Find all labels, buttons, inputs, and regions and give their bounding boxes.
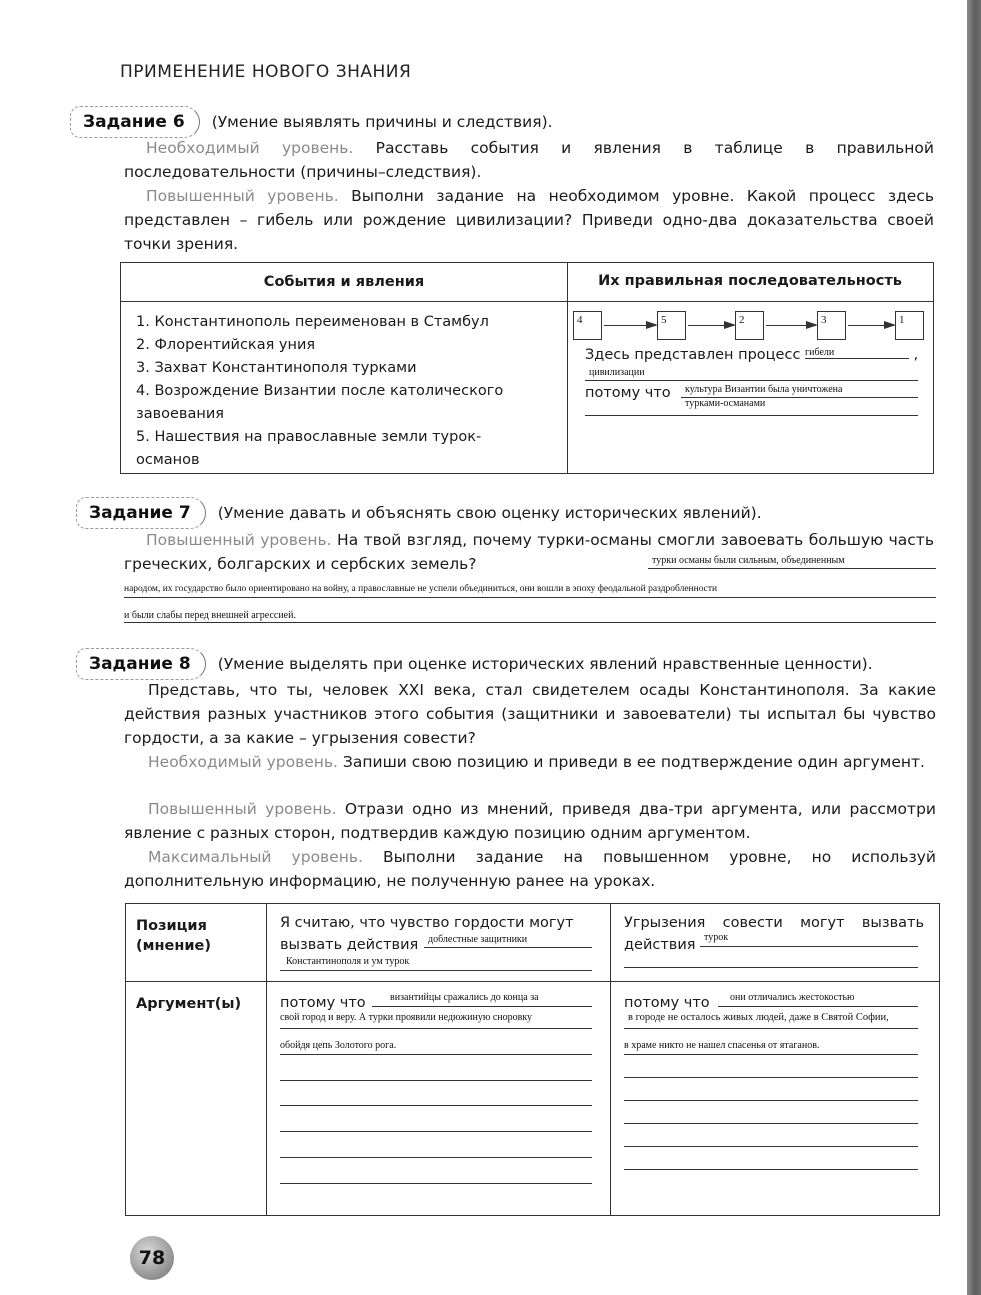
task6-level2 xyxy=(124,184,934,256)
page-number: 78 xyxy=(130,1236,174,1280)
level-text: Выполни задание на повышенном уровне, но используй дополнительную информацию, не полученную ранее на уроках. xyxy=(124,848,936,890)
answer-line xyxy=(585,415,918,416)
answer-line xyxy=(624,1028,918,1029)
pride-arg-2[interactable]: свой город и веру. А турки проявили недюжиную сноровку xyxy=(280,1012,533,1023)
answer-line xyxy=(624,967,918,968)
answer-line xyxy=(280,970,592,971)
page-edge-shadow xyxy=(967,0,981,1295)
events-list xyxy=(136,311,536,472)
sequence-box[interactable]: 4 xyxy=(573,311,602,340)
shame-because-label: потому что xyxy=(624,995,710,1011)
answer-line xyxy=(624,1100,918,1101)
task7-header xyxy=(76,497,762,529)
col-header-events: События и явления xyxy=(263,274,425,290)
row-divider xyxy=(126,981,939,982)
answer-line xyxy=(624,1054,918,1055)
level-label: Необходимый уровень. xyxy=(148,753,338,771)
column-divider xyxy=(610,904,611,1215)
answer-line xyxy=(280,1080,592,1081)
sequence-box[interactable]: 2 xyxy=(735,311,764,340)
answer-line xyxy=(124,622,936,623)
answer-line xyxy=(280,1028,592,1029)
process-label: Здесь представлен процесс xyxy=(585,347,801,363)
task8-badge: Задание 8 xyxy=(76,648,206,680)
shame-arg-1[interactable]: они отличались жестокостью xyxy=(730,992,855,1003)
arrow-right-icon xyxy=(604,325,656,326)
answer-line xyxy=(624,1169,918,1170)
pride-answer-1[interactable]: доблестные защитники xyxy=(428,934,528,945)
pride-prompt: Я считаю, что чувство гордости могут вызвать действия xyxy=(280,915,574,953)
header-divider xyxy=(121,301,933,302)
shame-arg-2[interactable]: в городе не осталось живых людей, даже в Святой Софии, xyxy=(628,1012,889,1023)
pride-arg-1[interactable]: византийцы сражались до конца за xyxy=(390,992,539,1003)
task6-level1 xyxy=(124,136,934,184)
because-row xyxy=(585,385,671,401)
answer-line xyxy=(280,1157,592,1158)
answer-line xyxy=(372,1006,592,1007)
level-text: Расставь события и явления в таблице в правильной последовательности (причины–следствия). xyxy=(124,139,934,181)
row-label-position: Позиция (мнение) xyxy=(136,918,211,954)
sequence-chain xyxy=(573,311,928,345)
answer-line xyxy=(624,1123,918,1124)
level-label: Повышенный уровень. xyxy=(146,187,339,205)
answer-line xyxy=(280,1183,592,1184)
answer-line xyxy=(280,1131,592,1132)
task8-level2 xyxy=(124,797,936,845)
answer-line xyxy=(124,597,936,598)
process-answer-field[interactable]: гибели xyxy=(805,347,909,359)
arrow-right-icon xyxy=(766,325,816,326)
answer-line xyxy=(648,568,936,569)
task8-intro: Представь, что ты, человек XXI века, стал свидетелем осады Константинополя. За какие действия разных участников этого события (защитники и завоеватели) ты испытал бы чувство гордости, а за какие – угрызения совести? xyxy=(124,681,936,747)
task8-level3 xyxy=(124,845,936,893)
shame-prompt: Угрызения совести могут вызвать действия xyxy=(624,915,924,953)
answer-line xyxy=(624,1146,918,1147)
shame-arg-3[interactable]: в храме никто не нашел спасенья от ятаганов. xyxy=(624,1040,820,1051)
pride-answer-2[interactable]: Константинополя и ум турок xyxy=(286,956,410,967)
sequence-box[interactable]: 1 xyxy=(895,311,924,340)
task7-answer-line-3[interactable]: и были слабы перед внешней агрессией. xyxy=(124,610,296,621)
task8-table xyxy=(125,903,940,1216)
answer-line xyxy=(585,380,918,381)
because-label: потому что xyxy=(585,385,671,401)
task8-header xyxy=(76,648,873,680)
task8-level1 xyxy=(124,750,936,774)
task7-answer-line-2[interactable]: народом, их государство было ориентировано на войну, а православные не успели объединиться, они вошли в эпоху феодальной раздробленности xyxy=(124,584,718,594)
task7-badge: Задание 7 xyxy=(76,497,206,529)
event-item: 1. Константинополь переименован в Стамбул xyxy=(136,314,489,330)
level-label: Максимальный уровень. xyxy=(148,848,363,866)
answer-line xyxy=(424,947,592,948)
answer-line xyxy=(718,1006,918,1007)
sequence-box[interactable]: 5 xyxy=(657,311,686,340)
answer-line xyxy=(280,1105,592,1106)
row-label-arguments: Аргумент(ы) xyxy=(136,996,242,1012)
column-divider xyxy=(266,904,267,1215)
arrow-right-icon xyxy=(848,325,894,326)
answer-line xyxy=(700,946,918,947)
level-label: Необходимый уровень. xyxy=(146,139,354,157)
process-answer-cont[interactable]: цивилизации xyxy=(589,367,645,378)
column-divider xyxy=(567,263,568,473)
event-item: 3. Захват Константинополя турками xyxy=(136,360,417,376)
task7-answer-line-1[interactable]: турки османы были сильным, объединенным xyxy=(652,555,845,566)
pride-because-label: потому что xyxy=(280,995,366,1011)
answer-line xyxy=(280,1054,592,1055)
col-header-sequence: Их правильная последовательность xyxy=(598,273,902,289)
question-text: На твой взгляд, почему турки-османы смогли завоевать большую часть греческих, болгарских и сербских земель? xyxy=(124,531,934,573)
level-text: Выполни задание на необходимом уровне. Какой процесс здесь представлен – гибель или рождение цивилизации? Приведи одно-два доказательства своей точки зрения. xyxy=(124,187,934,253)
event-item: 5. Нашествия на православные земли турок-османов xyxy=(136,429,482,468)
sequence-box[interactable]: 3 xyxy=(817,311,846,340)
because-answer-cont[interactable]: турками-османами xyxy=(685,398,766,409)
section-title: ПРИМЕНЕНИЕ НОВОГО ЗНАНИЯ xyxy=(120,62,412,82)
pride-arg-3[interactable]: обойдя цепь Золотого рога. xyxy=(280,1040,397,1051)
level-label: Повышенный уровень. xyxy=(146,531,332,549)
answer-line xyxy=(624,1077,918,1078)
shame-answer-1[interactable]: турок xyxy=(704,932,729,943)
arrow-right-icon xyxy=(688,325,734,326)
process-row: Здесь представлен процесс гибели , xyxy=(585,347,919,363)
event-item: 4. Возрождение Византии после католического завоевания xyxy=(136,383,504,422)
task7-skill: (Умение давать и объяснять свою оценку исторических явлений). xyxy=(217,504,762,522)
task6-skill: (Умение выявлять причины и следствия). xyxy=(211,113,553,131)
event-item: 2. Флорентийская уния xyxy=(136,337,316,353)
level-label: Повышенный уровень. xyxy=(148,800,337,818)
because-answer-field[interactable]: культура Византии была уничтожена xyxy=(685,384,843,395)
level-text: Отрази одно из мнений, приведя два-три аргумента, или рассмотри явление с разных сторон, подтвердив каждую позицию одним аргументом. xyxy=(124,800,936,842)
task8-skill: (Умение выделять при оценке исторических явлений нравственные ценности). xyxy=(217,655,873,673)
level-text: Запиши свою позицию и приведи в ее подтверждение один аргумент. xyxy=(342,753,925,771)
task6-table xyxy=(120,262,934,474)
task6-badge: Задание 6 xyxy=(70,106,200,138)
task6-header xyxy=(70,106,553,138)
